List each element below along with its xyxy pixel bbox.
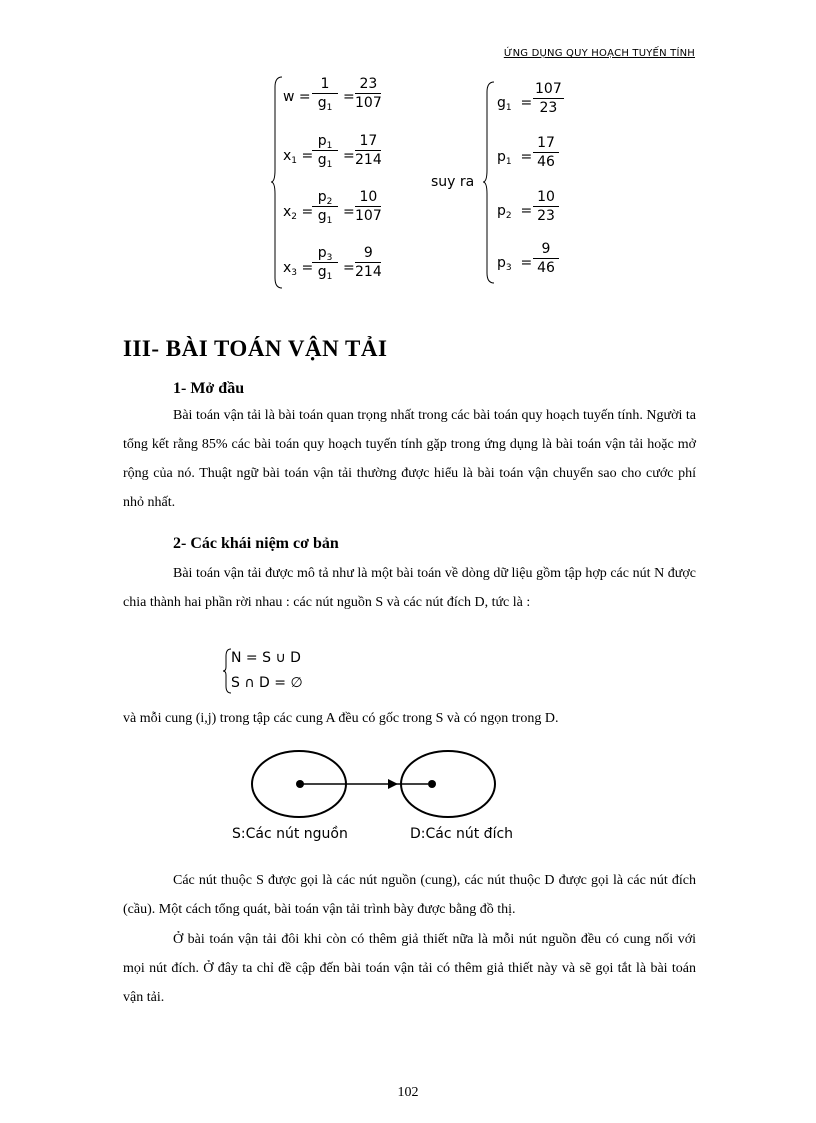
page-number: 102 — [397, 1085, 419, 1100]
subsection-2-paragraph-1: Bài toán vận tải được mô tả như là một bài toán về dòng dữ liệu gồm tập hợp các nút N được chia thành hai phần rời nhau : các nút nguồn S và các nút đích D, tức là : — [123, 566, 696, 610]
eq-left-4-lhs: $x_3$ = — [283, 260, 314, 278]
eq-left-1-frac1: $\frac{1}{g_1}$ — [312, 77, 338, 110]
eq-right-1-lhs: $g_1$ = — [497, 95, 533, 113]
section-title: III- BÀI TOÁN VẬN TẢI — [123, 336, 388, 361]
subsection-1-paragraph: Bài toán vận tải là bài toán quan trọng nhất trong các bài toán quy hoạch tuyến tính. Người ta tổng kết rằng 85% các bài toán quy hoạch tuyến tính gặp trong ứng dụng là bài toán vận tải hoặc mở rộng của nó. Thuật ngữ bài toán vận tải thường được hiểu là bài toán vận chuyển sao cho cước phí nhỏ nhất. — [123, 408, 696, 510]
right-brace-icon — [482, 80, 496, 285]
subsection-1-title: 1- Mở đầu — [173, 380, 245, 397]
eq-left-3-lhs: $x_2$ = — [283, 204, 314, 222]
subsection-2-paragraph-3: Các nút thuộc S được gọi là các nút nguồn (cung), các nút thuộc D được gọi là các nút đích (cầu). Một cách tổng quát, bài toán vận tải trình bày được bằng đồ thị. — [123, 873, 696, 917]
running-header: ỨNG DỤNG QUY HOẠCH TUYẾN TÍNH — [503, 48, 695, 59]
eq-left-4-frac1: $\frac{p_3}{g_1}$ — [312, 246, 338, 279]
eq-left-3-value: $\frac{10}{107}$ — [355, 189, 382, 224]
eq-right-2-value: $\frac{17}{46}$ — [533, 136, 559, 169]
eq-right-4-value: $\frac{9}{46}$ — [533, 242, 559, 275]
source-destination-diagram — [240, 750, 540, 825]
arrow-head-icon — [388, 779, 398, 789]
eq-right-3-value: $\frac{10}{23}$ — [533, 190, 559, 223]
eq-left-2-value: $\frac{17}{214}$ — [355, 133, 382, 168]
subsection-2-paragraph-2: và mỗi cung (i,j) trong tập các cung A đều có gốc trong S và có ngọn trong D. — [123, 711, 559, 726]
left-brace-icon — [270, 75, 284, 290]
eq-left-3-frac1: $\frac{p_2}{g_1}$ — [312, 190, 338, 223]
set-equation-1: N = S ∪ D — [231, 650, 301, 666]
eq-right-3-lhs: $p_2$ = — [497, 203, 533, 221]
subsection-2-paragraph-4: Ở bài toán vận tải đôi khi còn có thêm giả thiết nữa là mỗi nút nguồn đều có cung nối với mọi nút đích. Ở đây ta chỉ đề cập đến bài toán vận tải có thêm giả thiết này và sẽ gọi tắt là bài toán vận tải. — [123, 932, 696, 1005]
diagram-dest-label: D:Các nút đích — [410, 826, 514, 842]
eq-left-2-frac1: $\frac{p_1}{g_1}$ — [312, 134, 338, 167]
dest-dot — [428, 780, 436, 788]
eq-right-4-lhs: $p_3$ = — [497, 255, 533, 273]
implies-text: suy ra — [431, 174, 475, 190]
eq-right-1-value: $\frac{107}{23}$ — [535, 81, 562, 116]
eq-left-2-lhs: $x_1$ = — [283, 148, 314, 166]
eq-left-1-value: $\frac{23}{107}$ — [355, 76, 382, 111]
eq-right-2-lhs: $p_1$ = — [497, 149, 533, 167]
subsection-2-title: 2- Các khái niệm cơ bản — [173, 535, 339, 552]
set-equation-2: S ∩ D = ∅ — [231, 675, 303, 691]
eq-left-1-lhs: w = — [283, 89, 311, 105]
diagram-source-label: S:Các nút nguồn — [232, 826, 348, 842]
eq-left-4-value: $\frac{9}{214}$ — [355, 245, 382, 280]
